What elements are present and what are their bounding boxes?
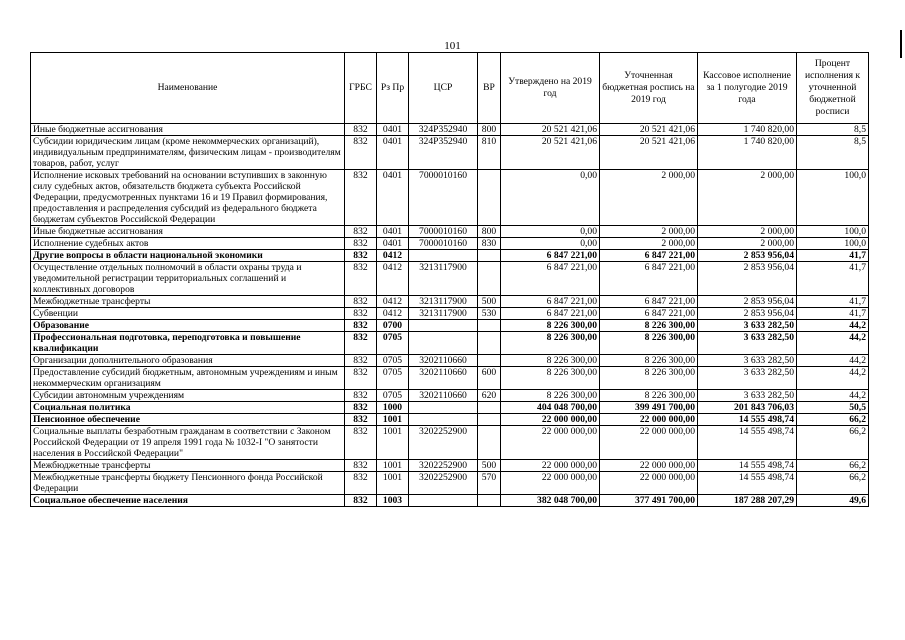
- cell-refined: 8 226 300,00: [600, 390, 698, 402]
- cell-vr: 570: [478, 472, 501, 495]
- cell-refined: 22 000 000,00: [600, 460, 698, 472]
- cell-refined: 22 000 000,00: [600, 472, 698, 495]
- cell-csr: 7000010160: [409, 170, 478, 226]
- cell-cash: 1 740 820,00: [698, 136, 797, 170]
- cell-approved: 6 847 221,00: [501, 262, 600, 296]
- cell-approved: 6 847 221,00: [501, 296, 600, 308]
- table-row: [31, 460, 869, 472]
- cell-rz-pr: 0401: [377, 238, 409, 250]
- cell-csr: [409, 320, 478, 332]
- cell-refined: 20 521 421,06: [600, 136, 698, 170]
- cell-name: Субвенции: [31, 308, 345, 320]
- cell-csr: 3213117900: [409, 262, 478, 296]
- table-row: [31, 250, 869, 262]
- cell-csr: 3202110660: [409, 390, 478, 402]
- cell-name: Субсидии автономным учреждениям: [31, 390, 345, 402]
- cell-refined: 6 847 221,00: [600, 296, 698, 308]
- cell-rz-pr: 0401: [377, 226, 409, 238]
- cell-rz-pr: 0705: [377, 367, 409, 390]
- cell-grbs: 832: [345, 472, 377, 495]
- cell-grbs: 832: [345, 460, 377, 472]
- cell-approved: 22 000 000,00: [501, 472, 600, 495]
- cell-name: Исполнение исковых требований на основании вступивших в законную силу судебных актов, обязательств бюджета субъекта Российской Федерации, предусмотренных пунктами 16 и 19 Правил формирования, предоставления и распределения субсидий из федерального бюджета бюджетам субъектов Российской Федерации: [31, 170, 345, 226]
- cell-cash: 14 555 498,74: [698, 460, 797, 472]
- cell-refined: 22 000 000,00: [600, 414, 698, 426]
- cell-percent: 100,0: [797, 170, 869, 226]
- cell-grbs: 832: [345, 414, 377, 426]
- header-approved: Утверждено на 2019 год: [501, 53, 600, 124]
- cell-grbs: 832: [345, 136, 377, 170]
- cell-name: Осуществление отдельных полномочий в области охраны труда и уведомительной регистрации территориальных соглашений и коллективных договоров: [31, 262, 345, 296]
- cell-cash: 2 000,00: [698, 226, 797, 238]
- cell-approved: 8 226 300,00: [501, 320, 600, 332]
- cell-refined: 6 847 221,00: [600, 262, 698, 296]
- page-number: 101: [444, 40, 461, 52]
- cell-refined: 20 521 421,06: [600, 124, 698, 136]
- cell-rz-pr: 0412: [377, 296, 409, 308]
- cell-csr: 3202110660: [409, 355, 478, 367]
- cell-csr: [409, 250, 478, 262]
- table-row: [31, 262, 869, 296]
- table-header-row: [31, 53, 869, 124]
- cell-cash: 14 555 498,74: [698, 426, 797, 460]
- cell-cash: 2 853 956,04: [698, 296, 797, 308]
- header-csr: ЦСР: [409, 53, 478, 124]
- cell-rz-pr: 1003: [377, 495, 409, 507]
- cell-name: Профессиональная подготовка, переподготовка и повышение квалификации: [31, 332, 345, 355]
- cell-vr: [478, 332, 501, 355]
- cell-csr: 3202110660: [409, 367, 478, 390]
- cell-percent: 8,5: [797, 124, 869, 136]
- cell-percent: 66,2: [797, 472, 869, 495]
- cell-percent: 50,5: [797, 402, 869, 414]
- cell-cash: 3 633 282,50: [698, 390, 797, 402]
- table-row: [31, 308, 869, 320]
- table-row: [31, 472, 869, 495]
- header-name: Наименование: [31, 53, 345, 124]
- table-row: [31, 136, 869, 170]
- cell-rz-pr: 0705: [377, 332, 409, 355]
- cell-percent: 44,2: [797, 390, 869, 402]
- cell-cash: 187 288 207,29: [698, 495, 797, 507]
- header-vr: ВР: [478, 53, 501, 124]
- table-row: [31, 414, 869, 426]
- cell-cash: 3 633 282,50: [698, 367, 797, 390]
- cell-name: Исполнение судебных актов: [31, 238, 345, 250]
- cell-rz-pr: 0412: [377, 308, 409, 320]
- cell-rz-pr: 1001: [377, 472, 409, 495]
- cell-percent: 44,2: [797, 367, 869, 390]
- cell-refined: 6 847 221,00: [600, 308, 698, 320]
- table-row: [31, 320, 869, 332]
- cell-grbs: 832: [345, 296, 377, 308]
- cell-rz-pr: 0412: [377, 262, 409, 296]
- table-row: [31, 495, 869, 507]
- cell-vr: 620: [478, 390, 501, 402]
- cell-rz-pr: 1001: [377, 414, 409, 426]
- cell-rz-pr: 0700: [377, 320, 409, 332]
- cell-vr: 500: [478, 296, 501, 308]
- cell-name: Межбюджетные трансферты: [31, 460, 345, 472]
- cell-approved: 8 226 300,00: [501, 367, 600, 390]
- cell-grbs: 832: [345, 495, 377, 507]
- cell-cash: 14 555 498,74: [698, 472, 797, 495]
- cell-csr: 3213117900: [409, 308, 478, 320]
- cell-vr: [478, 495, 501, 507]
- cell-vr: [478, 402, 501, 414]
- cell-cash: 14 555 498,74: [698, 414, 797, 426]
- cell-grbs: 832: [345, 170, 377, 226]
- budget-table: [30, 52, 869, 507]
- cell-rz-pr: 0401: [377, 124, 409, 136]
- cell-vr: [478, 414, 501, 426]
- cell-name: Межбюджетные трансферты: [31, 296, 345, 308]
- cell-csr: 3202252900: [409, 472, 478, 495]
- cell-vr: [478, 355, 501, 367]
- cell-approved: 404 048 700,00: [501, 402, 600, 414]
- cell-name: Субсидии юридическим лицам (кроме некоммерческих организаций), индивидуальным предпринимателям, физическим лицам - производителям товаров, работ, услуг: [31, 136, 345, 170]
- cell-cash: 2 000,00: [698, 238, 797, 250]
- table-row: [31, 355, 869, 367]
- cell-percent: 41,7: [797, 308, 869, 320]
- cell-name: Организации дополнительного образования: [31, 355, 345, 367]
- cell-vr: 830: [478, 238, 501, 250]
- cell-refined: 377 491 700,00: [600, 495, 698, 507]
- table-row: [31, 332, 869, 355]
- cell-rz-pr: 0412: [377, 250, 409, 262]
- cell-cash: 1 740 820,00: [698, 124, 797, 136]
- cell-name: Пенсионное обеспечение: [31, 414, 345, 426]
- header-rz-pr: Рз Пр: [377, 53, 409, 124]
- cell-approved: 22 000 000,00: [501, 426, 600, 460]
- cell-csr: 3202252900: [409, 460, 478, 472]
- cell-percent: 66,2: [797, 414, 869, 426]
- cell-approved: 20 521 421,06: [501, 124, 600, 136]
- cell-name: Социальное обеспечение населения: [31, 495, 345, 507]
- cell-refined: 2 000,00: [600, 238, 698, 250]
- cell-approved: 20 521 421,06: [501, 136, 600, 170]
- cell-approved: 382 048 700,00: [501, 495, 600, 507]
- cell-csr: 324P352940: [409, 124, 478, 136]
- cell-refined: 8 226 300,00: [600, 367, 698, 390]
- cell-rz-pr: 0705: [377, 390, 409, 402]
- cell-approved: 8 226 300,00: [501, 332, 600, 355]
- table-row: [31, 170, 869, 226]
- cell-csr: 7000010160: [409, 226, 478, 238]
- cell-vr: 500: [478, 460, 501, 472]
- table-row: [31, 226, 869, 238]
- cell-percent: 100,0: [797, 226, 869, 238]
- cell-percent: 100,0: [797, 238, 869, 250]
- table-row: [31, 402, 869, 414]
- cell-grbs: 832: [345, 124, 377, 136]
- cell-cash: 3 633 282,50: [698, 332, 797, 355]
- cell-name: Социальные выплаты безработным гражданам в соответствии с Законом Российской Федерации от 19 апреля 1991 года № 1032-I "О занятости населения в Российской Федерации": [31, 426, 345, 460]
- cell-refined: 8 226 300,00: [600, 355, 698, 367]
- cell-vr: 800: [478, 226, 501, 238]
- cell-vr: 800: [478, 124, 501, 136]
- cell-approved: 8 226 300,00: [501, 390, 600, 402]
- cell-refined: 8 226 300,00: [600, 332, 698, 355]
- cell-vr: [478, 262, 501, 296]
- cell-percent: 44,2: [797, 320, 869, 332]
- cell-percent: 41,7: [797, 250, 869, 262]
- cell-name: Иные бюджетные ассигнования: [31, 226, 345, 238]
- cell-percent: 66,2: [797, 460, 869, 472]
- table-row: [31, 238, 869, 250]
- cell-rz-pr: 0705: [377, 355, 409, 367]
- cell-vr: 810: [478, 136, 501, 170]
- cell-cash: 3 633 282,50: [698, 355, 797, 367]
- table-row: [31, 426, 869, 460]
- cell-cash: 3 633 282,50: [698, 320, 797, 332]
- cell-cash: 2 000,00: [698, 170, 797, 226]
- cell-approved: 0,00: [501, 226, 600, 238]
- cell-approved: 22 000 000,00: [501, 414, 600, 426]
- cell-approved: 0,00: [501, 238, 600, 250]
- cell-approved: 22 000 000,00: [501, 460, 600, 472]
- cell-vr: 530: [478, 308, 501, 320]
- cell-csr: [409, 332, 478, 355]
- cell-refined: 6 847 221,00: [600, 250, 698, 262]
- cell-grbs: 832: [345, 250, 377, 262]
- table-row: [31, 367, 869, 390]
- cell-cash: 2 853 956,04: [698, 262, 797, 296]
- cell-vr: [478, 170, 501, 226]
- cell-refined: 22 000 000,00: [600, 426, 698, 460]
- cell-refined: 399 491 700,00: [600, 402, 698, 414]
- cell-percent: 44,2: [797, 355, 869, 367]
- cell-csr: [409, 414, 478, 426]
- cell-refined: 2 000,00: [600, 226, 698, 238]
- cell-csr: 3202252900: [409, 426, 478, 460]
- cell-rz-pr: 1000: [377, 402, 409, 414]
- cell-percent: 41,7: [797, 262, 869, 296]
- cell-csr: 324P352940: [409, 136, 478, 170]
- cell-refined: 8 226 300,00: [600, 320, 698, 332]
- cell-rz-pr: 0401: [377, 136, 409, 170]
- cell-grbs: 832: [345, 390, 377, 402]
- cell-name: Иные бюджетные ассигнования: [31, 124, 345, 136]
- table-row: [31, 296, 869, 308]
- cell-vr: [478, 426, 501, 460]
- cell-grbs: 832: [345, 402, 377, 414]
- cell-vr: [478, 320, 501, 332]
- cell-grbs: 832: [345, 226, 377, 238]
- cell-name: Предоставление субсидий бюджетным, автономным учреждениям и иным некоммерческим организациям: [31, 367, 345, 390]
- cell-cash: 201 843 706,03: [698, 402, 797, 414]
- header-refined: Уточненная бюджетная роспись на 2019 год: [600, 53, 698, 124]
- margin-mark: [900, 30, 902, 58]
- cell-name: Социальная политика: [31, 402, 345, 414]
- table-body: [31, 124, 869, 507]
- header-grbs: ГРБС: [345, 53, 377, 124]
- cell-percent: 41,7: [797, 296, 869, 308]
- cell-cash: 2 853 956,04: [698, 250, 797, 262]
- cell-name: Другие вопросы в области национальной экономики: [31, 250, 345, 262]
- cell-rz-pr: 1001: [377, 426, 409, 460]
- cell-grbs: 832: [345, 367, 377, 390]
- cell-name: Образование: [31, 320, 345, 332]
- cell-percent: 8,5: [797, 136, 869, 170]
- cell-grbs: 832: [345, 426, 377, 460]
- header-percent: Процент исполнения к уточненной бюджетной росписи: [797, 53, 869, 124]
- cell-approved: 6 847 221,00: [501, 250, 600, 262]
- cell-refined: 2 000,00: [600, 170, 698, 226]
- cell-grbs: 832: [345, 320, 377, 332]
- table-row: [31, 390, 869, 402]
- table-row: [31, 124, 869, 136]
- cell-approved: 6 847 221,00: [501, 308, 600, 320]
- cell-percent: 44,2: [797, 332, 869, 355]
- cell-percent: 49,6: [797, 495, 869, 507]
- cell-cash: 2 853 956,04: [698, 308, 797, 320]
- cell-vr: [478, 250, 501, 262]
- cell-grbs: 832: [345, 238, 377, 250]
- cell-rz-pr: 1001: [377, 460, 409, 472]
- cell-approved: 0,00: [501, 170, 600, 226]
- cell-grbs: 832: [345, 355, 377, 367]
- cell-rz-pr: 0401: [377, 170, 409, 226]
- cell-name: Межбюджетные трансферты бюджету Пенсионного фонда Российской Федерации: [31, 472, 345, 495]
- header-cash: Кассовое исполнение за 1 полугодие 2019 года: [698, 53, 797, 124]
- cell-vr: 600: [478, 367, 501, 390]
- cell-csr: 3213117900: [409, 296, 478, 308]
- cell-approved: 8 226 300,00: [501, 355, 600, 367]
- cell-csr: 7000010160: [409, 238, 478, 250]
- cell-csr: [409, 495, 478, 507]
- cell-csr: [409, 402, 478, 414]
- cell-grbs: 832: [345, 262, 377, 296]
- cell-percent: 66,2: [797, 426, 869, 460]
- cell-grbs: 832: [345, 308, 377, 320]
- cell-grbs: 832: [345, 332, 377, 355]
